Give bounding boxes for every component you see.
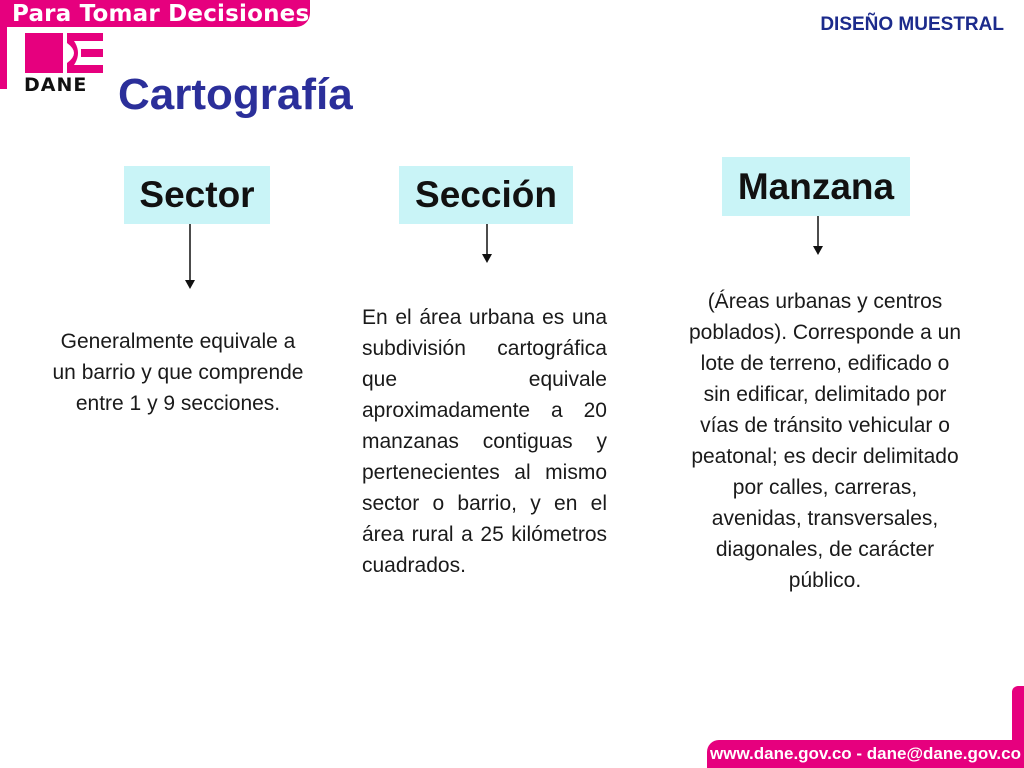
concept-box-manzana: Manzana [722,157,910,216]
section-tag: DISEÑO MUESTRAL [820,14,1004,35]
logo-wordmark: DANE [24,74,88,96]
footer-contact: www.dane.gov.co - dane@dane.gov.co [707,740,1024,768]
banner-slogan: Para Tomar Decisiones [12,1,310,27]
page-title: Cartografía [118,70,353,119]
arrow-down-icon [184,224,196,290]
right-accent-strip [1012,686,1024,742]
arrow-down-icon [812,216,824,256]
concept-description-sector: Generalmente equivale a un barrio y que comprende entre 1 y 9 secciones. [52,330,304,415]
arrow-down-icon [481,224,493,264]
concept-description-manzana: (Áreas urbanas y centros poblados). Corresponde a un lote de terreno, edificado o sin edificar, delimitado por vías de tránsito vehicular o peatonal; es decir delimitado por calles, carreras, avenidas, transversales, diagonales, de carácter público. [688,290,961,592]
concept-box-sector: Sector [124,166,270,224]
concept-description-seccion: En el área urbana es una subdivisión cartográfica que equivale aproximadamente a 20 manzanas contiguas y pertenecientes al mismo sector o barrio, y en el área rural a 25 kilómetros cuadrados. [362,306,607,577]
concept-box-seccion: Sección [399,166,573,224]
left-accent-strip [0,27,7,89]
